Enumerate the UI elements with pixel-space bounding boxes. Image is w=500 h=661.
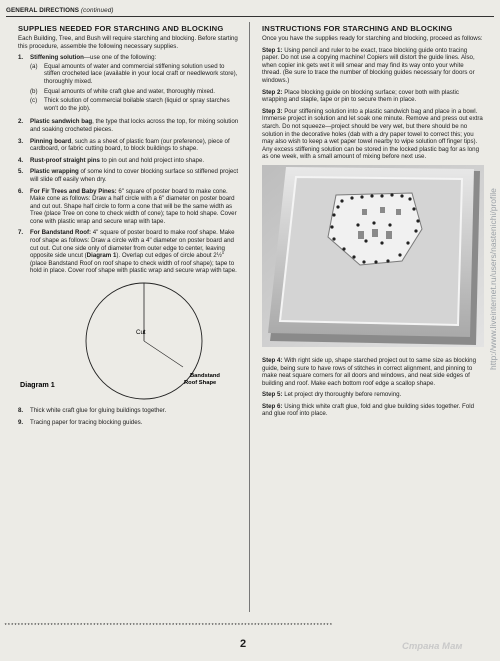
sub-item-c bbox=[30, 97, 240, 112]
item-number: 6. bbox=[18, 187, 24, 195]
item-number: 1. bbox=[18, 54, 24, 62]
diagram-1 bbox=[18, 279, 240, 401]
step-label: Step 6: bbox=[262, 402, 283, 410]
running-header bbox=[6, 7, 114, 14]
side-watermark: http://www.liveinternet.ru/users/nastenichi/profile bbox=[488, 188, 498, 370]
header-section: GENERAL DIRECTIONS bbox=[6, 7, 80, 14]
item-number: 2. bbox=[18, 118, 24, 126]
step-label: Step 5: bbox=[262, 391, 283, 399]
step-label: Step 1: bbox=[262, 46, 283, 54]
top-rule bbox=[6, 16, 494, 17]
item-number: 3. bbox=[18, 137, 24, 145]
item-text: 6" square of poster board to make cone. Make cone as follows: Draw a half circle with a 6" diameter on poster board and cut out. Shape half circle to form a cone that will be the same width as Tree (place Tree on cone to check width of cone); tape to hold shape. Cover cone with plastic wrap and secure wrap with tape. bbox=[30, 187, 237, 225]
item-label: Stiffening solution bbox=[30, 54, 84, 62]
item-text: of some kind to cover blocking surface so stiffened project will slide off easily when dry. bbox=[30, 168, 239, 183]
step-label: Step 3: bbox=[262, 107, 283, 115]
step-label: Step 4: bbox=[262, 356, 283, 364]
supply-item-8 bbox=[18, 407, 240, 415]
sub-item-a bbox=[30, 63, 240, 86]
column-divider bbox=[249, 22, 250, 612]
step-3 bbox=[262, 108, 484, 161]
sub-text: Thick solution of commercial boilable starch (liquid or spray starches won't do the job). bbox=[44, 97, 230, 112]
item-text: —use one of the following: bbox=[83, 54, 157, 62]
item-number: 9. bbox=[18, 418, 24, 426]
item-number: 4. bbox=[18, 156, 24, 164]
instructions-column bbox=[262, 24, 484, 422]
pinned-project-photo bbox=[262, 165, 484, 347]
supply-item-9 bbox=[18, 419, 240, 427]
roof-shape-diagram bbox=[18, 279, 240, 401]
brand-watermark: Страна Мам bbox=[402, 641, 463, 652]
item-label: For Bandstand Roof: bbox=[30, 229, 92, 237]
instructions-heading: INSTRUCTIONS FOR STARCHING AND BLOCKING bbox=[262, 24, 453, 33]
step-text: Using pencil and ruler to be exact, trace blocking guide onto tracing paper. Do not use a copying machine! Copiers will distort the guide lines. Also, when copier ink gets wet it will smear and may find its way onto your white thread. (Be sure to trace the number of blocking guides necessary for doors or windows.) bbox=[262, 46, 475, 84]
sub-letter: (c) bbox=[30, 97, 38, 105]
diagram-caption: Diagram 1 bbox=[20, 380, 55, 390]
supply-item-2 bbox=[18, 118, 240, 133]
page-number: 2 bbox=[240, 638, 247, 650]
supply-item-5 bbox=[18, 168, 240, 183]
step-text: Pour stiffening solution into a plastic sandwich bag and place in a bowl. Immerse project in solution and let soak one minute. Remove and press out extra starch. Do not squeeze—project should be very wet, but there should be no solution in the decorative holes (dab with a dry paper towel to correct this; you may also wish to keep a wet paper towel nearby to wipe solution off finger tips). Any excess stiffening solution can be stored in the locked plastic bag for as long as one week, with a small amount of mixing before next use. bbox=[262, 107, 483, 161]
step-label: Step 2: bbox=[262, 88, 283, 96]
sub-letter: (a) bbox=[30, 62, 38, 70]
step-text: With right side up, shape starched project out to same size as blocking guide, being sure to have rows of stitches in correct alignment, and pinning to make neat square corners for all doors and windows, and neat side edges of building and roof. Make each bottom roof edge a scallop shape. bbox=[262, 356, 477, 387]
item-text: Tracing paper for tracing blocking guides. bbox=[30, 418, 143, 426]
item-number: 8. bbox=[18, 407, 24, 415]
asterisk-border: **************************************************************************************************** bbox=[4, 623, 333, 629]
sub-item-b bbox=[30, 88, 240, 96]
item-label: Plastic wrapping bbox=[30, 168, 79, 176]
supplies-heading: SUPPLIES NEEDED FOR STARCHING AND BLOCKING bbox=[18, 24, 224, 33]
step-text: Place blocking guide on blocking surface; cover both with plastic wrapping and staple, tape or pin to secure them in place. bbox=[262, 88, 459, 104]
item-number: 5. bbox=[18, 168, 24, 176]
supply-item-6 bbox=[18, 188, 240, 226]
diagram-reference: Diagram 1 bbox=[86, 252, 117, 260]
blocking-photo bbox=[262, 165, 484, 347]
item-text: 4" square of poster board to make roof shape. Make roof shape as follows: Draw a circle with a 4" diameter on poster board and cut out. Cut one side only of diameter from outer edge to center, leaving opposite side uncut ( bbox=[30, 229, 235, 260]
item-label: For Fir Trees and Baby Pines: bbox=[30, 187, 117, 195]
step-2 bbox=[262, 89, 484, 104]
item-text: to pin out and hold project into shape. bbox=[99, 156, 205, 164]
supplies-column bbox=[18, 24, 240, 430]
item-label: Rust-proof straight pins bbox=[30, 156, 100, 164]
step-text: Using thick white craft glue, fold and glue building sides together. Fold and glue roof into place. bbox=[262, 402, 474, 418]
item-number: 7. bbox=[18, 229, 24, 237]
header-note: (continued) bbox=[80, 7, 114, 14]
sub-text: Equal amounts of water and commercial stiffening solution used to stiffen crocheted lace (available in your local craft or needlework store), thoroughly mixed. bbox=[44, 62, 238, 85]
step-text: Let project dry thoroughly before removing. bbox=[282, 391, 402, 399]
sub-letter: (b) bbox=[30, 87, 38, 95]
supplies-intro: Each Building, Tree, and Bush will require starching and blocking. Before starting this procedure, assemble the following necessary supplies. bbox=[18, 35, 238, 50]
roof-label-1: Bandstand bbox=[190, 373, 220, 380]
supply-item-1 bbox=[18, 54, 240, 114]
sub-text: Equal amounts of white craft glue and water, thoroughly mixed. bbox=[44, 87, 216, 95]
supply-item-3 bbox=[18, 138, 240, 153]
supply-item-4 bbox=[18, 157, 240, 165]
item-text: , such as a sheet of plastic foam (our preference), piece of cardboard, or fabric cutting board, to block buildings to shape. bbox=[30, 137, 230, 153]
cut-label: Cut bbox=[136, 329, 146, 337]
item-label: Pinning board bbox=[30, 137, 72, 145]
item-label: Plastic sandwich bag bbox=[30, 118, 93, 126]
supply-item-7 bbox=[18, 229, 240, 275]
roof-label-leader bbox=[144, 341, 183, 367]
item-text: Thick white craft glue for gluing buildings together. bbox=[30, 407, 167, 415]
item-text: , the type that locks across the top, for mixing solution and soaking crocheted pieces. bbox=[30, 118, 239, 133]
roof-label-2: Roof Shape bbox=[184, 380, 217, 387]
item-text: ). Overlap cut edges of circle about 2½" (place Bandstand Roof on roof shape to check width of roof shape); tape to hold in place. Cover roof shape with plastic wrap and secure wrap with tape. bbox=[30, 252, 237, 275]
step-6 bbox=[262, 403, 484, 418]
step-5 bbox=[262, 391, 484, 399]
step-1 bbox=[262, 47, 484, 85]
instructions-intro: Once you have the supplies ready for starching and blocking, proceed as follows: bbox=[262, 35, 483, 42]
step-4 bbox=[262, 357, 484, 387]
